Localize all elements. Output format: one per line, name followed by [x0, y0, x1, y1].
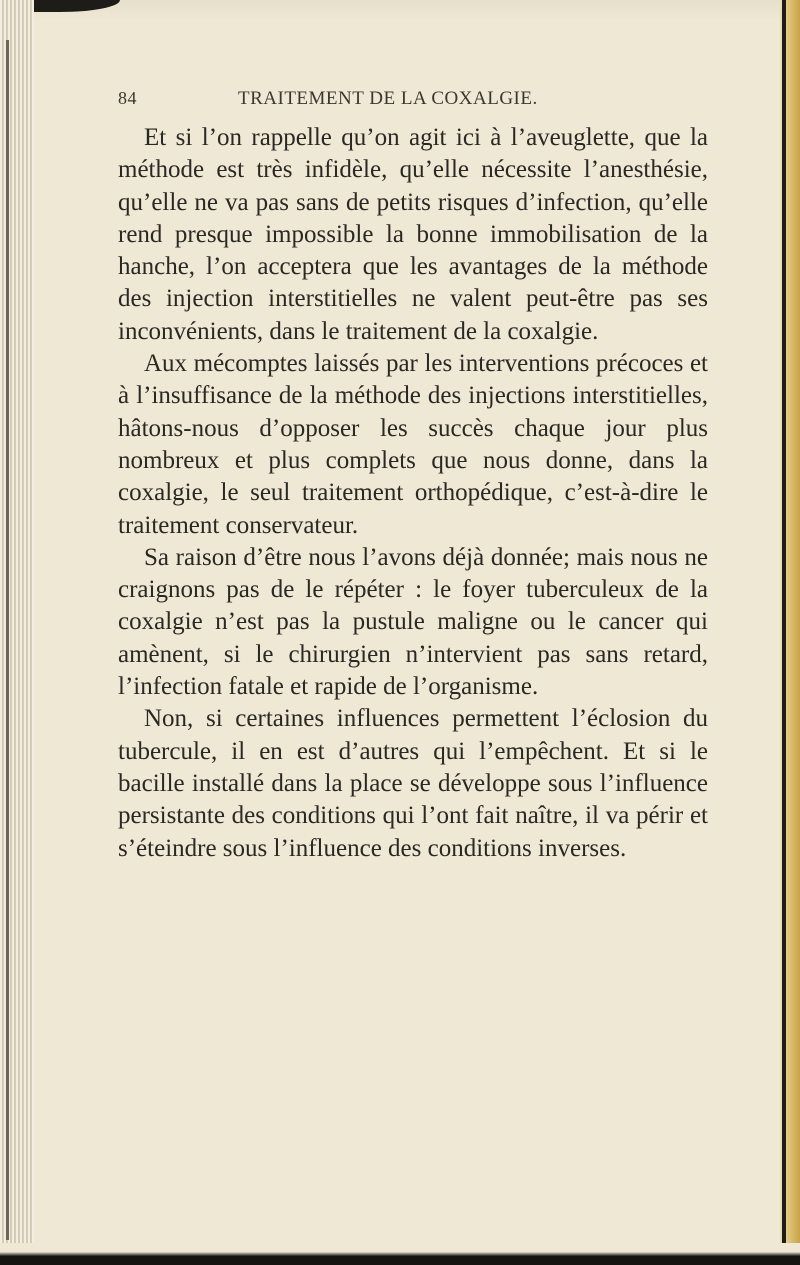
page-number: 84	[118, 88, 137, 108]
paragraph-1: Et si l’on rappelle qu’on agit ici à l’aveuglette, que la méthode est très infidèle, qu’elle nécessite l’anesthésie, qu’elle ne va pas sans de petits risques d’infection, qu’elle rend presque impossible la bonne immobilisation de la hanche, l’on acceptera que les avantages de la méthode des injection interstitielles ne valent peut-être pas ses inconvénients, dans le traitement de la coxalgie.	[118, 124, 708, 345]
running-head	[118, 88, 708, 118]
paragraph-4: Non, si certaines influences permettent l’éclosion du tubercule, il en est d’autres qui l’empêchent. Et si le bacille installé dans la place se développe sous l’influence persistante des conditions qui l’ont fait naître, il va périr et s’éteindre sous l’influence des conditions inverses.	[118, 705, 708, 862]
paragraph-2: Aux mécomptes laissés par les interventions précoces et à l’insuffisance de la méthode des injections interstitielles, hâtons-nous d’opposer les succès chaque jour plus nombreux et plus complets que nous donne, dans la coxalgie, le seul traitement orthopédique, c’est-à-dire le traitement conservateur.	[118, 350, 708, 539]
page-body	[118, 88, 708, 865]
right-page-edge	[780, 0, 800, 1265]
top-fold-shadow	[0, 0, 800, 20]
running-title: TRAITEMENT DE LA COXALGIE.	[238, 88, 538, 109]
bottom-shadow-band	[0, 1243, 800, 1265]
paragraph-3: Sa raison d’être nous l’avons déjà donnée; mais nous ne craignons pas de le répéter : le foyer tuberculeux de la coxalgie n’est pas la pustule maligne ou le cancer qui amènent, si le chirurgien n’intervient pas sans retard, l’infection fatale et rapide de l’organisme.	[118, 543, 708, 701]
left-page-edges	[0, 0, 34, 1265]
